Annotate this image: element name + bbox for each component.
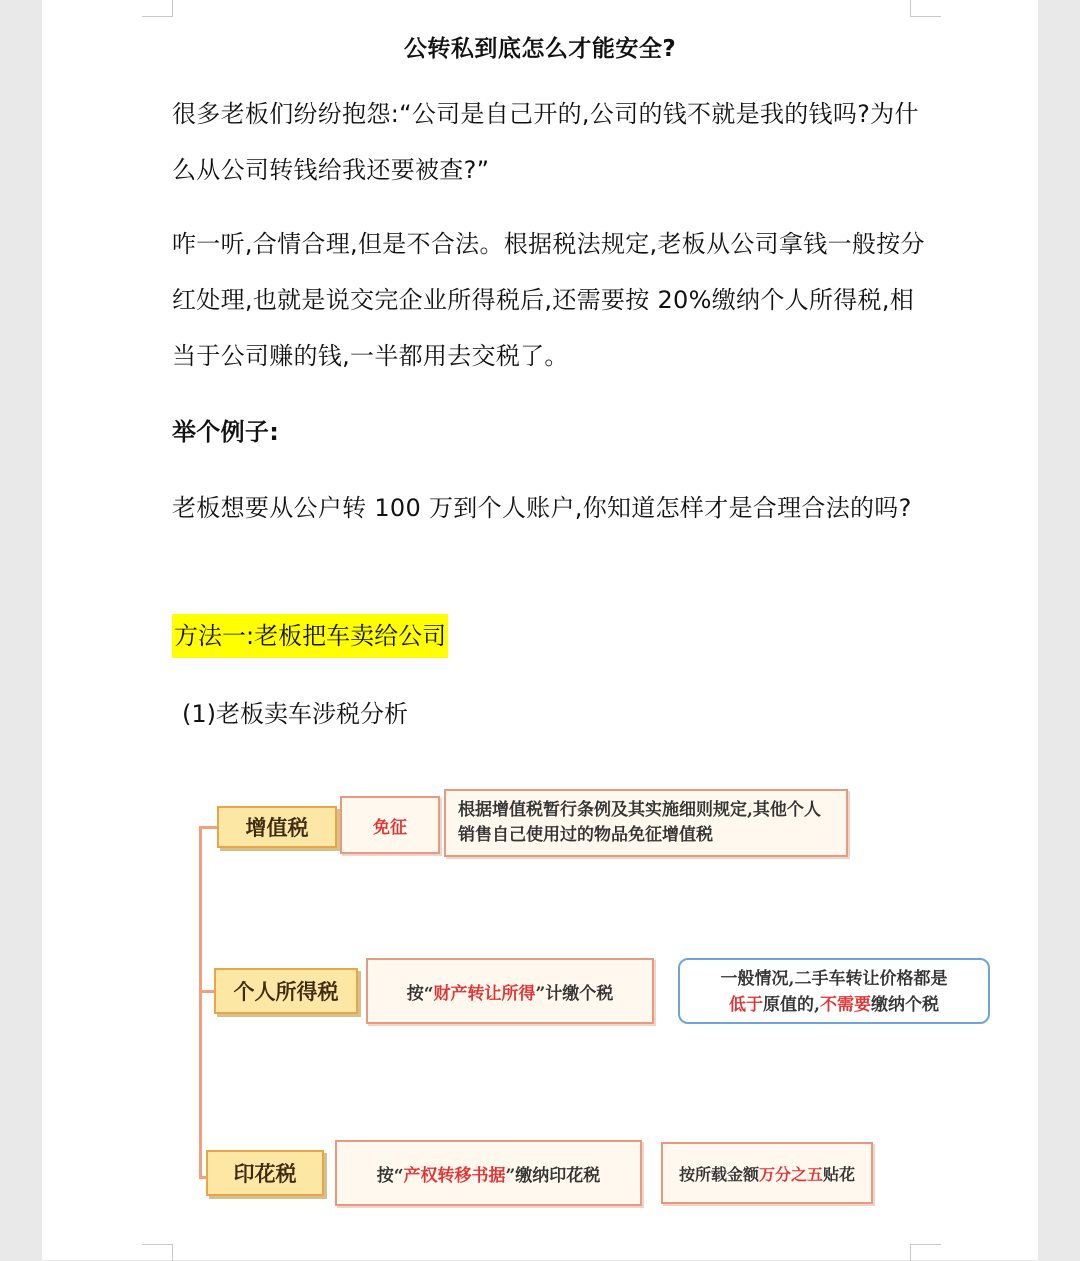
tax-analysis-diagram bbox=[42, 0, 1038, 1260]
category-personal-income-tax-label: 个人所得税 bbox=[233, 979, 339, 1004]
stamp-duty-treatment-suffix: ”缴纳印花税 bbox=[505, 1165, 601, 1186]
income-tax-note-line2 bbox=[692, 992, 976, 1018]
document-page bbox=[42, 0, 1038, 1260]
vat-treatment-label: 免征 bbox=[373, 817, 407, 838]
stamp-duty-treatment-highlight: 产权转移书据 bbox=[403, 1165, 506, 1186]
example-heading: 举个例子: bbox=[172, 418, 280, 446]
income-tax-treatment-prefix: 按“ bbox=[406, 983, 434, 1004]
paragraph-tax-rule: 咋一听,合情合理,但是不合法。根据税法规定,老板从公司拿钱一般按分红处理,也就是说交完企业所得税后,还需要按 20%缴纳个人所得税,相当于公司赚的钱,一半都用去交税了。 bbox=[172, 230, 925, 370]
category-stamp-duty-label: 印花税 bbox=[233, 1161, 297, 1186]
category-vat bbox=[217, 806, 337, 848]
stamp-duty-rate-suffix: 贴花 bbox=[823, 1164, 856, 1184]
paragraph-complaint: 很多老板们纷纷抱怨:“公司是自己开的,公司的钱不就是我的钱吗?为什么从公司转钱给我还要被查?” bbox=[172, 100, 919, 184]
note-end: 缴纳个税 bbox=[870, 995, 939, 1015]
income-tax-treatment-highlight: 财产转让所得 bbox=[433, 983, 536, 1004]
vat-detail-text: 根据增值税暂行条例及其实施细则规定,其他个人销售自己使用过的物品免征增值税 bbox=[458, 800, 821, 845]
income-tax-treatment-text bbox=[407, 979, 614, 1004]
method-one-heading: 方法一:老板把车卖给公司 bbox=[172, 614, 448, 658]
paragraph-example: 老板想要从公户转 100 万到个人账户,你知道怎样才是合理合法的吗? bbox=[172, 494, 912, 522]
note-mid: 原值的, bbox=[763, 995, 820, 1015]
stamp-duty-rate-highlight: 万分之五 bbox=[758, 1164, 823, 1184]
connector-vertical bbox=[199, 826, 202, 1178]
category-stamp-duty bbox=[206, 1150, 324, 1196]
vat-treatment bbox=[340, 796, 440, 854]
stamp-duty-rate-prefix: 按所载金额 bbox=[678, 1164, 759, 1184]
note-highlight-not-required: 不需要 bbox=[819, 995, 871, 1015]
income-tax-note-callout bbox=[678, 958, 990, 1024]
connector-row1 bbox=[199, 826, 217, 829]
income-tax-treatment-suffix: ”计缴个税 bbox=[535, 983, 614, 1004]
income-tax-treatment bbox=[366, 958, 654, 1024]
stamp-duty-rate bbox=[661, 1142, 873, 1204]
page-title: 公转私到底怎么才能安全? bbox=[403, 36, 677, 62]
category-personal-income-tax bbox=[214, 968, 358, 1014]
stamp-duty-treatment bbox=[335, 1140, 642, 1206]
category-vat-label: 增值税 bbox=[245, 815, 309, 840]
note-highlight-below: 低于 bbox=[729, 995, 764, 1015]
vat-detail bbox=[444, 789, 848, 857]
income-tax-note-line1: 一般情况,二手车转让价格都是 bbox=[720, 969, 948, 989]
stamp-duty-rate-text bbox=[679, 1162, 855, 1185]
stamp-duty-treatment-prefix: 按“ bbox=[376, 1165, 404, 1186]
stamp-duty-treatment-text bbox=[377, 1161, 601, 1186]
sub-heading: (1)老板卖车涉税分析 bbox=[182, 700, 408, 728]
